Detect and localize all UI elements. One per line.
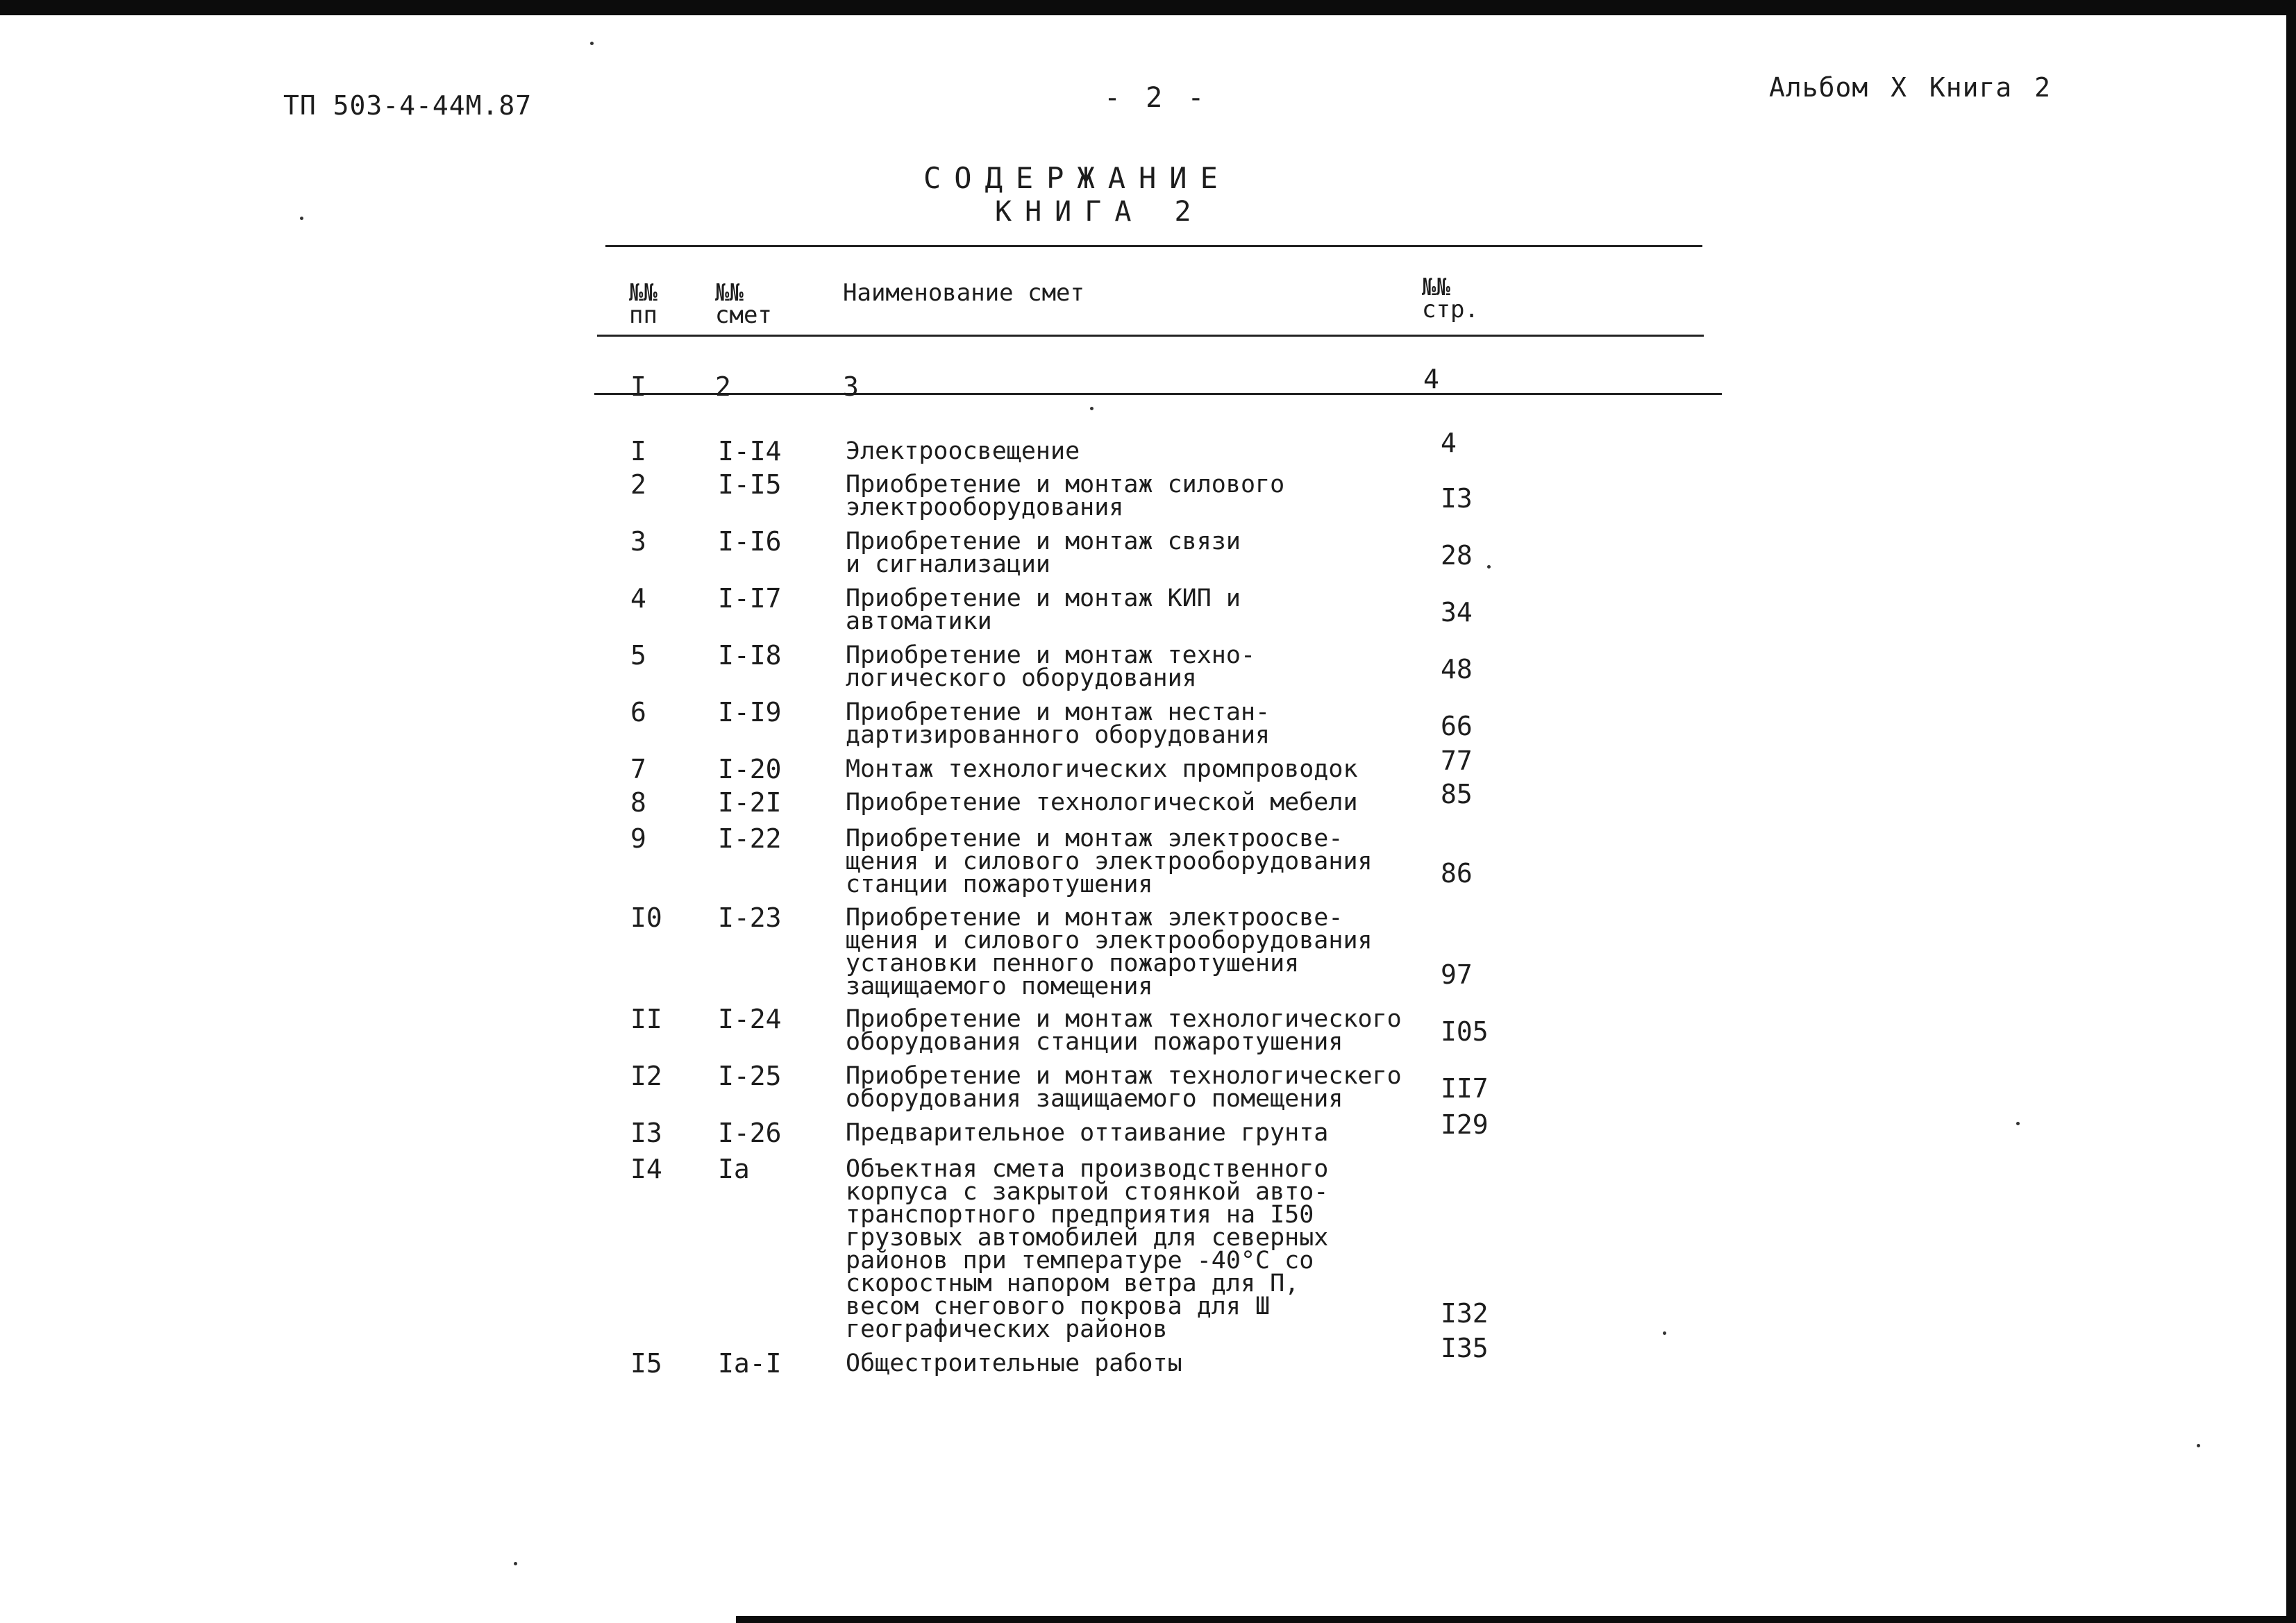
estimate-name: Приобретение и монтаж электроосве- щения и силового электрооборудования станции пожаротушения (846, 825, 1373, 898)
row-number: 9 (630, 823, 646, 854)
page-ref: 85 (1441, 779, 1473, 809)
page-ref: I35 (1441, 1333, 1489, 1363)
page-title: СОДЕРЖАНИЕ (923, 161, 1231, 195)
estimate-number: I-20 (718, 754, 782, 784)
header-estimate-name: Наименование смет (843, 279, 1084, 307)
scan-speck (1487, 565, 1491, 569)
scan-speck (514, 1562, 517, 1565)
estimate-number: I-26 (718, 1118, 782, 1148)
scan-speck (1090, 407, 1093, 410)
estimate-number: I-23 (718, 902, 782, 933)
row-number: I0 (630, 902, 662, 933)
page-ref: II7 (1441, 1073, 1489, 1104)
estimate-name: Приобретение и монтаж нестан- дартизированного оборудования (846, 698, 1271, 749)
header-estimate-number: №№ смет (715, 279, 772, 329)
estimate-number: Iа-I (718, 1348, 782, 1379)
header-page-number: №№ стр. (1422, 274, 1479, 323)
estimate-number: I-I4 (718, 436, 782, 466)
estimate-name: Объектная смета производственного корпуса с закрытой стоянкой авто- транспортного предприятия на I50 грузовых автомобилей для северных районов при температуре -40°С со скоростным напором ветра для П, весом снегового покрова для Ш географических районов (846, 1155, 1329, 1343)
page-ref: 48 (1441, 654, 1473, 684)
page-subtitle: КНИГА 2 (995, 196, 1205, 228)
estimate-name: Предварительное оттаивание грунта (846, 1119, 1329, 1147)
estimate-number: I-I5 (718, 469, 782, 500)
estimate-name: Приобретение и монтаж КИП и автоматики (846, 585, 1241, 635)
page-ref: I29 (1441, 1109, 1489, 1140)
scan-speck (1663, 1331, 1666, 1335)
row-number: I2 (630, 1061, 662, 1091)
estimate-number: I-24 (718, 1004, 782, 1034)
row-number: 6 (630, 697, 646, 728)
page-ref: 77 (1441, 746, 1473, 776)
album-book-label: Альбом X Книга 2 (1769, 72, 2052, 103)
estimate-number: I-25 (718, 1061, 782, 1091)
estimate-name: Монтаж технологических промпроводок (846, 755, 1358, 783)
estimate-name: Электроосвещение (846, 437, 1080, 465)
page-ref: 4 (1441, 428, 1457, 458)
estimate-number: Iа (718, 1154, 750, 1184)
page-ref: 86 (1441, 858, 1473, 889)
column-number-4: 4 (1423, 364, 1439, 394)
row-number: 3 (630, 526, 646, 557)
estimate-number: I-I6 (718, 526, 782, 557)
page-ref: 97 (1441, 959, 1473, 990)
document-code: ТП 503-4-44М.87 (283, 90, 533, 121)
row-number: I3 (630, 1118, 662, 1148)
page-number: - 2 - (1104, 82, 1209, 114)
header-row-number: №№ пп (629, 279, 657, 329)
scan-speck (300, 217, 303, 220)
row-number: I5 (630, 1348, 662, 1379)
row-number: 5 (630, 640, 646, 671)
estimate-number: I-I7 (718, 583, 782, 614)
estimate-number: I-I9 (718, 697, 782, 728)
row-number: 8 (630, 787, 646, 818)
column-number-1: I (630, 371, 646, 402)
estimate-number: I-2I (718, 787, 782, 818)
estimate-name: Приобретение и монтаж силового электрооборудования (846, 471, 1285, 521)
page-ref: I32 (1441, 1298, 1489, 1329)
row-number: I4 (630, 1154, 662, 1184)
estimate-name: Приобретение и монтаж электроосве- щения и силового электрооборудования установки пенного пожаротушения защищаемого помещения (846, 904, 1373, 1000)
page-ref: I05 (1441, 1016, 1489, 1047)
estimate-name: Приобретение и монтаж техно- логического оборудования (846, 641, 1256, 692)
row-number: 7 (630, 754, 646, 784)
scan-speck (2197, 1444, 2200, 1447)
page-ref: 66 (1441, 711, 1473, 741)
estimate-number: I-22 (718, 823, 782, 854)
estimate-name: Приобретение и монтаж технологического оборудования станции пожаротушения (846, 1005, 1402, 1056)
estimate-name: Приобретение и монтаж связи и сигнализации (846, 528, 1241, 578)
row-number: II (630, 1004, 662, 1034)
scan-speck (2016, 1122, 2020, 1125)
estimate-number: I-I8 (718, 640, 782, 671)
column-number-3: 3 (843, 371, 859, 402)
row-number: 4 (630, 583, 646, 614)
scan-speck (590, 42, 594, 45)
row-number: 2 (630, 469, 646, 500)
row-number: I (630, 436, 646, 466)
estimate-name: Приобретение технологической мебели (846, 789, 1358, 816)
page-ref: 34 (1441, 597, 1473, 628)
estimate-name: Приобретение и монтаж технологическего оборудования защищаемого помещения (846, 1062, 1402, 1113)
column-number-2: 2 (715, 371, 731, 402)
page-ref: 28 (1441, 540, 1473, 571)
page-ref: I3 (1441, 483, 1473, 514)
estimate-name: Общестроительные работы (846, 1349, 1182, 1377)
